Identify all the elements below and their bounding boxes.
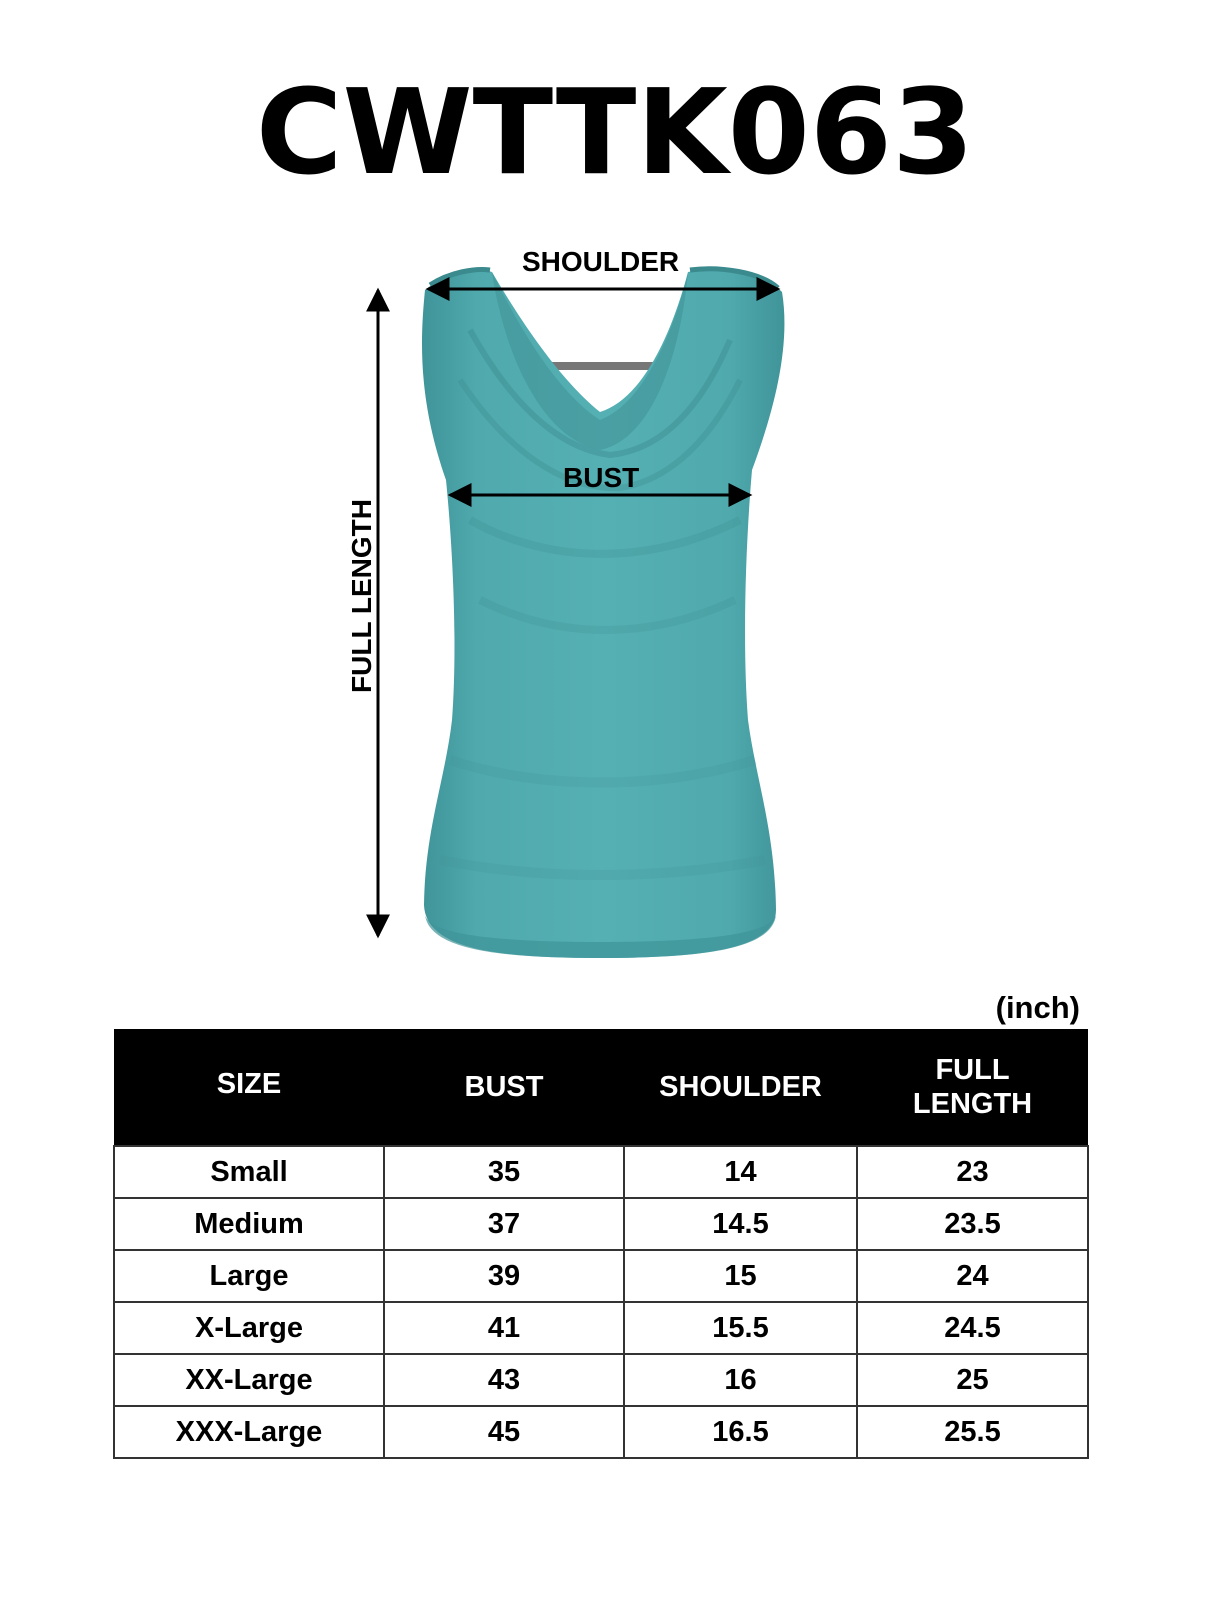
table-row: [114, 1406, 1088, 1458]
cell-full-length: 23: [857, 1146, 1088, 1198]
cell-shoulder: 14.5: [624, 1198, 857, 1250]
cell-size: Small: [114, 1146, 384, 1198]
cell-bust: 35: [384, 1146, 624, 1198]
cell-full-length: 24.5: [857, 1302, 1088, 1354]
cell-full-length: 25.5: [857, 1406, 1088, 1458]
cell-shoulder: 16: [624, 1354, 857, 1406]
cell-shoulder: 15.5: [624, 1302, 857, 1354]
cell-bust: 39: [384, 1250, 624, 1302]
header-full-length: [857, 1029, 1088, 1146]
product-code-title: CWTTK063: [255, 63, 975, 201]
header-full-length-line1: FULL: [935, 1054, 1010, 1086]
cell-size: XX-Large: [114, 1354, 384, 1406]
table-row: [114, 1250, 1088, 1302]
full-length-label: FULL LENGTH: [346, 499, 377, 693]
cell-size: XXX-Large: [114, 1406, 384, 1458]
garment-body: [422, 269, 784, 958]
header-size: SIZE: [114, 1029, 384, 1146]
cell-full-length: 23.5: [857, 1198, 1088, 1250]
header-full-length-line2: LENGTH: [912, 1088, 1033, 1120]
shoulder-label: SHOULDER: [522, 246, 680, 277]
unit-label: (inch): [995, 990, 1080, 1025]
bust-label: BUST: [563, 462, 640, 493]
header-shoulder: SHOULDER: [624, 1029, 857, 1146]
table-row: [114, 1354, 1088, 1406]
cell-shoulder: 16.5: [624, 1406, 857, 1458]
table-row: [114, 1146, 1088, 1198]
cell-full-length: 25: [857, 1354, 1088, 1406]
cell-size: X-Large: [114, 1302, 384, 1354]
cell-size: Large: [114, 1250, 384, 1302]
size-chart-table: [113, 1029, 1089, 1459]
cell-shoulder: 14: [624, 1146, 857, 1198]
cell-full-length: 24: [857, 1250, 1088, 1302]
table-row: [114, 1302, 1088, 1354]
cell-bust: 41: [384, 1302, 624, 1354]
cell-size: Medium: [114, 1198, 384, 1250]
table-header-row: [114, 1029, 1088, 1146]
cell-bust: 43: [384, 1354, 624, 1406]
cell-bust: 37: [384, 1198, 624, 1250]
cell-bust: 45: [384, 1406, 624, 1458]
table-row: [114, 1198, 1088, 1250]
header-bust: BUST: [384, 1029, 624, 1146]
cell-shoulder: 15: [624, 1250, 857, 1302]
